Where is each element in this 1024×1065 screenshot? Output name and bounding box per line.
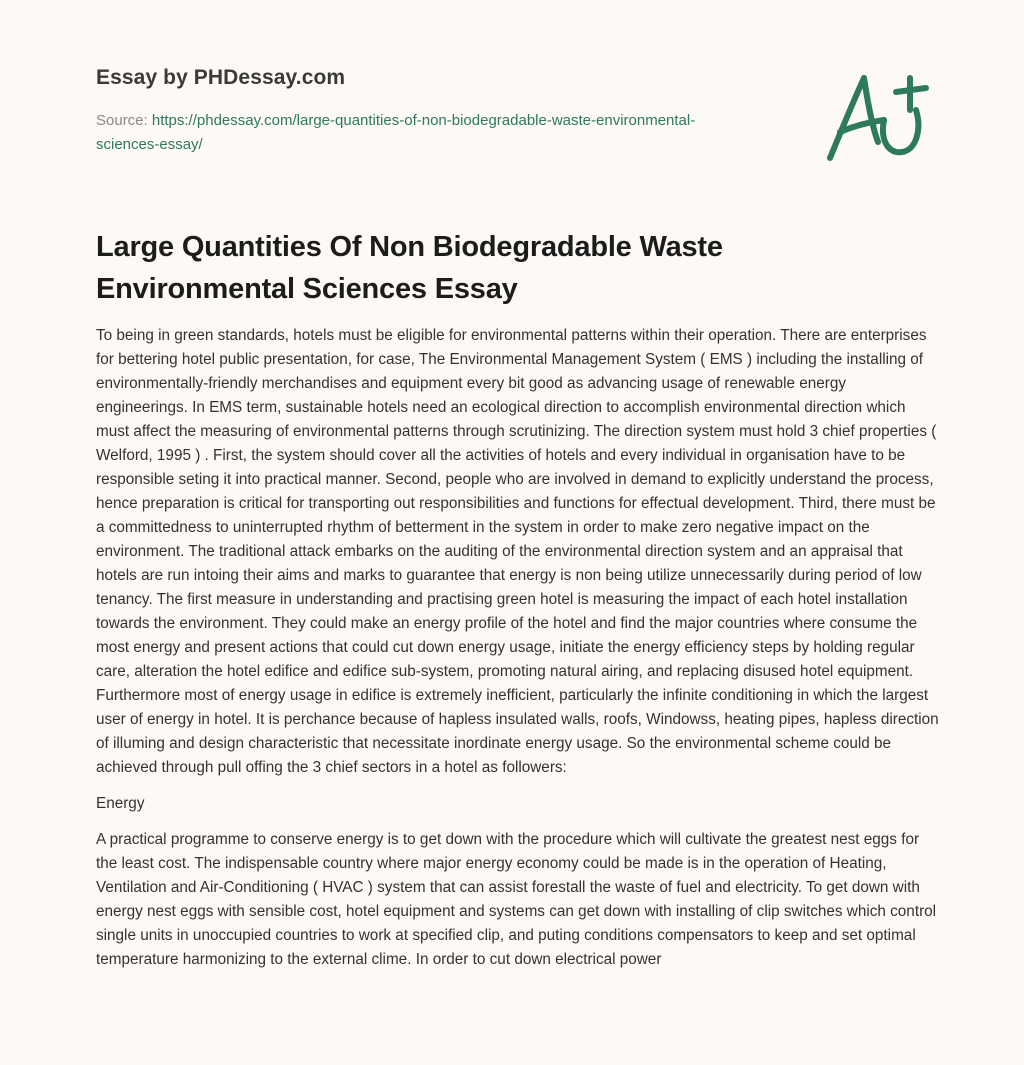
source-label: Source: [96,112,152,129]
article-paragraph: To being in green standards, hotels must be eligible for environmental patterns within their operation. There are enterprises for bettering hotel public presentation, for case, The Environmental Management System ( EMS ) including the installing of environmentally-friendly merchandises and equipment every bit good as advancing usage of renewable energy engineerings. In EMS term, sustainable hotels need an ecological direction to accomplish environmental direction which must affect the measuring of environmental patterns through scrutinizing. The direction system must hold 3 chief properties ( Welford, 1995 ) . First, the system should cover all the activities of hotels and every individual in organisation have to be responsible seting it into practical manner. Second, people who are involved in demand to explicitly understand the process, hence preparation is critical for transporting out responsibilities and functions for effectual development. Third, there must be a committedness to uninterrupted rhythm of betterment in the system in order to make zero negative impact on the environment. The traditional attack embarks on the auditing of the environmental direction system and an appraisal that hotels are run intoing their aims and marks to guarantee that energy is non being utilize unnecessarily during period of low tenancy. The first measure in understanding and practising green hotel is measuring the impact of each hotel installation towards the environment. They could make an energy profile of the hotel and find the major countries where consume the most energy and present actions that could cut down energy usage, initiate the energy efficiency steps by holding regular care, alteration the hotel edifice and edifice sub-system, promoting natural airing, and replacing disused hotel equipment. Furthermore most of energy usage in edifice is extremely inefficient, particularly the infinite conditioning in which the largest user of energy in hotel. It is perchance because of hapless insulated walls, roofs, Windowss, heating pipes, hapless direction of illuming and design characteristic that necessitate inordinate energy usage. So the environmental scheme could be achieved through pull offing the 3 chief sectors in a hotel as followers: [96,327,939,776]
article-paragraph: A practical programme to conserve energy is to get down with the procedure which will cultivate the greatest nest eggs for the least cost. The indispensable country where major energy economy could be made is in the operation of Heating, Ventilation and Air-Conditioning ( HVAC ) system that can assist forestall the waste of fuel and electricity. To get down with energy nest eggs with sensible cost, hotel equipment and systems can get down with installing of clip switches which control single units in unoccupied countries to work at specified clip, and puting conditions compensators to keep and set optimal temperature harmonizing to the external clime. In order to cut down electrical power [96,831,937,968]
page-header [96,64,796,157]
source-line [96,109,696,157]
section-heading-energy: Energy [96,795,145,812]
a-plus-grade-icon [818,64,938,169]
article-title: Large Quantities Of Non Biodegradable Waste Environmental Sciences Essay [96,231,723,305]
source-link[interactable]: https://phdessay.com/large-quantities-of-non-biodegradable-waste-environmental-sciences-essay/ [96,112,696,153]
site-name: Essay by PHDessay.com [96,66,346,89]
article-body [96,324,942,984]
